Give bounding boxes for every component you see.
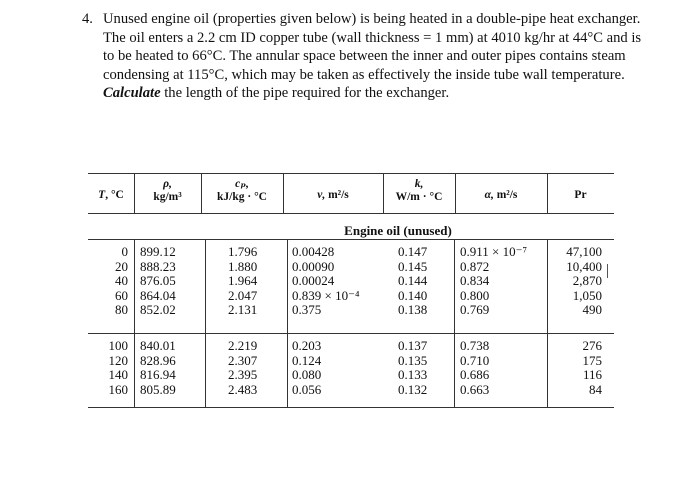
header-diffusivity: α, m²/s (484, 189, 518, 201)
group1-temperature (88, 245, 128, 318)
table-cell: 0.145 (398, 258, 428, 274)
table-cell: 0.911 × 10⁻⁷ (460, 244, 527, 259)
table-cell: 276 (582, 338, 602, 353)
group2-temperature (88, 339, 128, 397)
group1-density (140, 245, 202, 318)
table-cell: 2.131 (228, 302, 258, 318)
header-specific-heat: cₚ, kJ/kg · °C (217, 178, 267, 203)
table-cell: 0.663 (460, 381, 490, 397)
table-cell: 0.769 (460, 302, 490, 318)
table-cell: 876.05 (140, 273, 176, 289)
group1-kinematic-viscosity (292, 245, 382, 318)
group2-conductivity (398, 339, 448, 397)
table-cell: 0.872 (460, 258, 490, 274)
table-rule-group (88, 333, 614, 334)
table-cell: 2.395 (228, 367, 258, 383)
table-cell: 2.483 (228, 381, 258, 397)
table-cell: 0.132 (398, 381, 428, 397)
table-cell: 0.124 (292, 352, 322, 368)
group2-prandtl (550, 339, 602, 397)
table-cell: 0.839 × 10⁻⁴ (292, 287, 360, 303)
table-cell: 116 (582, 367, 602, 383)
group1-diffusivity (460, 245, 546, 318)
table-cell: 1.796 (228, 244, 258, 259)
section-title: Engine oil (unused) (344, 223, 452, 238)
table-cell: 1,050 (572, 287, 602, 303)
table-cell: 2,870 (572, 273, 602, 289)
table-cell: 0.080 (292, 367, 322, 383)
table-cell: 0.140 (398, 287, 428, 303)
table-cell: 80 (115, 302, 128, 318)
stray-mark (607, 264, 608, 278)
table-cell: 816.94 (140, 367, 176, 383)
table-cell: 175 (582, 352, 602, 368)
table-cell: 0.686 (460, 367, 490, 383)
table-cell: 47,100 (566, 244, 602, 259)
group1-prandtl (550, 245, 602, 318)
problem-emphasis: Calculate (103, 85, 161, 102)
problem-statement (82, 10, 642, 103)
table-cell: 140 (108, 367, 128, 383)
table-cell: 0.133 (398, 367, 428, 383)
table-rule-header (88, 213, 614, 214)
table-rule-section (88, 239, 614, 240)
table-cell: 0.135 (398, 352, 428, 368)
group1-specific-heat (228, 245, 283, 318)
table-cell: 20 (115, 258, 128, 274)
group2-density (140, 339, 202, 397)
table-cell: 100 (108, 338, 128, 353)
header-kinematic-viscosity: ν, m²/s (317, 189, 349, 201)
header-density: ρ, kg/m³ (153, 178, 182, 203)
table-cell: 1.964 (228, 273, 258, 289)
table-cell: 160 (108, 381, 128, 397)
header-temperature: T, °C (98, 189, 124, 201)
table-cell: 805.89 (140, 381, 176, 397)
table-cell: 0.800 (460, 287, 490, 303)
column-divider (205, 239, 206, 407)
table-cell: 899.12 (140, 244, 176, 259)
table-cell: 84 (589, 381, 602, 397)
problem-text (103, 10, 642, 103)
table-cell: 40 (115, 273, 128, 289)
column-divider (454, 239, 455, 407)
table-cell: 888.23 (140, 258, 176, 274)
header-conductivity: k, W/m · °C (395, 178, 443, 203)
table-cell: 852.02 (140, 302, 176, 318)
table-cell: 864.04 (140, 287, 176, 303)
problem-number: 4. (82, 11, 93, 27)
table-cell: 2.307 (228, 352, 258, 368)
header-prandtl: Pr (574, 189, 587, 201)
table-cell: 60 (115, 287, 128, 303)
table-cell: 0.138 (398, 302, 428, 318)
table-cell: 120 (108, 352, 128, 368)
column-divider (287, 239, 288, 407)
problem-text-after: the length of the pipe required for the exchanger. (160, 85, 450, 102)
column-divider (134, 239, 135, 407)
table-rule-top (88, 173, 614, 174)
table-cell: 0 (121, 244, 128, 259)
table-cell: 0.144 (398, 273, 428, 289)
group2-kinematic-viscosity (292, 339, 382, 397)
group2-specific-heat (228, 339, 283, 397)
table-cell: 0.738 (460, 338, 490, 353)
table-cell: 0.375 (292, 302, 322, 318)
group1-conductivity (398, 245, 448, 318)
table-cell: 0.00090 (292, 258, 335, 274)
table-cell: 0.147 (398, 244, 428, 259)
column-divider (547, 239, 548, 407)
group2-diffusivity (460, 339, 546, 397)
table-cell: 10,400 (566, 258, 602, 274)
table-cell: 0.203 (292, 338, 322, 353)
table-cell: 2.047 (228, 287, 258, 303)
table-cell: 0.056 (292, 381, 322, 397)
problem-text-before: Unused engine oil (properties given below) is being heated in a double-pipe heat exchanger. The oil enters a 2.2 cm ID copper tube (wall thickness = 1 mm) at 4010 kg/hr at 44°C and is to be heated to 66°C. The annular space between the inner and outer pipes contains steam condensing at 115°C, which may be taken as effectively the inside tube wall temperature. (103, 11, 642, 83)
table-rule-bottom (88, 407, 614, 408)
table-cell: 0.137 (398, 338, 428, 353)
table-cell: 0.00428 (292, 244, 335, 259)
table-cell: 1.880 (228, 258, 258, 274)
table-cell: 0.834 (460, 273, 490, 289)
table-cell: 840.01 (140, 338, 176, 353)
table-cell: 0.00024 (292, 273, 335, 289)
table-cell: 2.219 (228, 338, 258, 353)
table-cell: 828.96 (140, 352, 176, 368)
table-cell: 490 (582, 302, 602, 318)
table-cell: 0.710 (460, 352, 490, 368)
